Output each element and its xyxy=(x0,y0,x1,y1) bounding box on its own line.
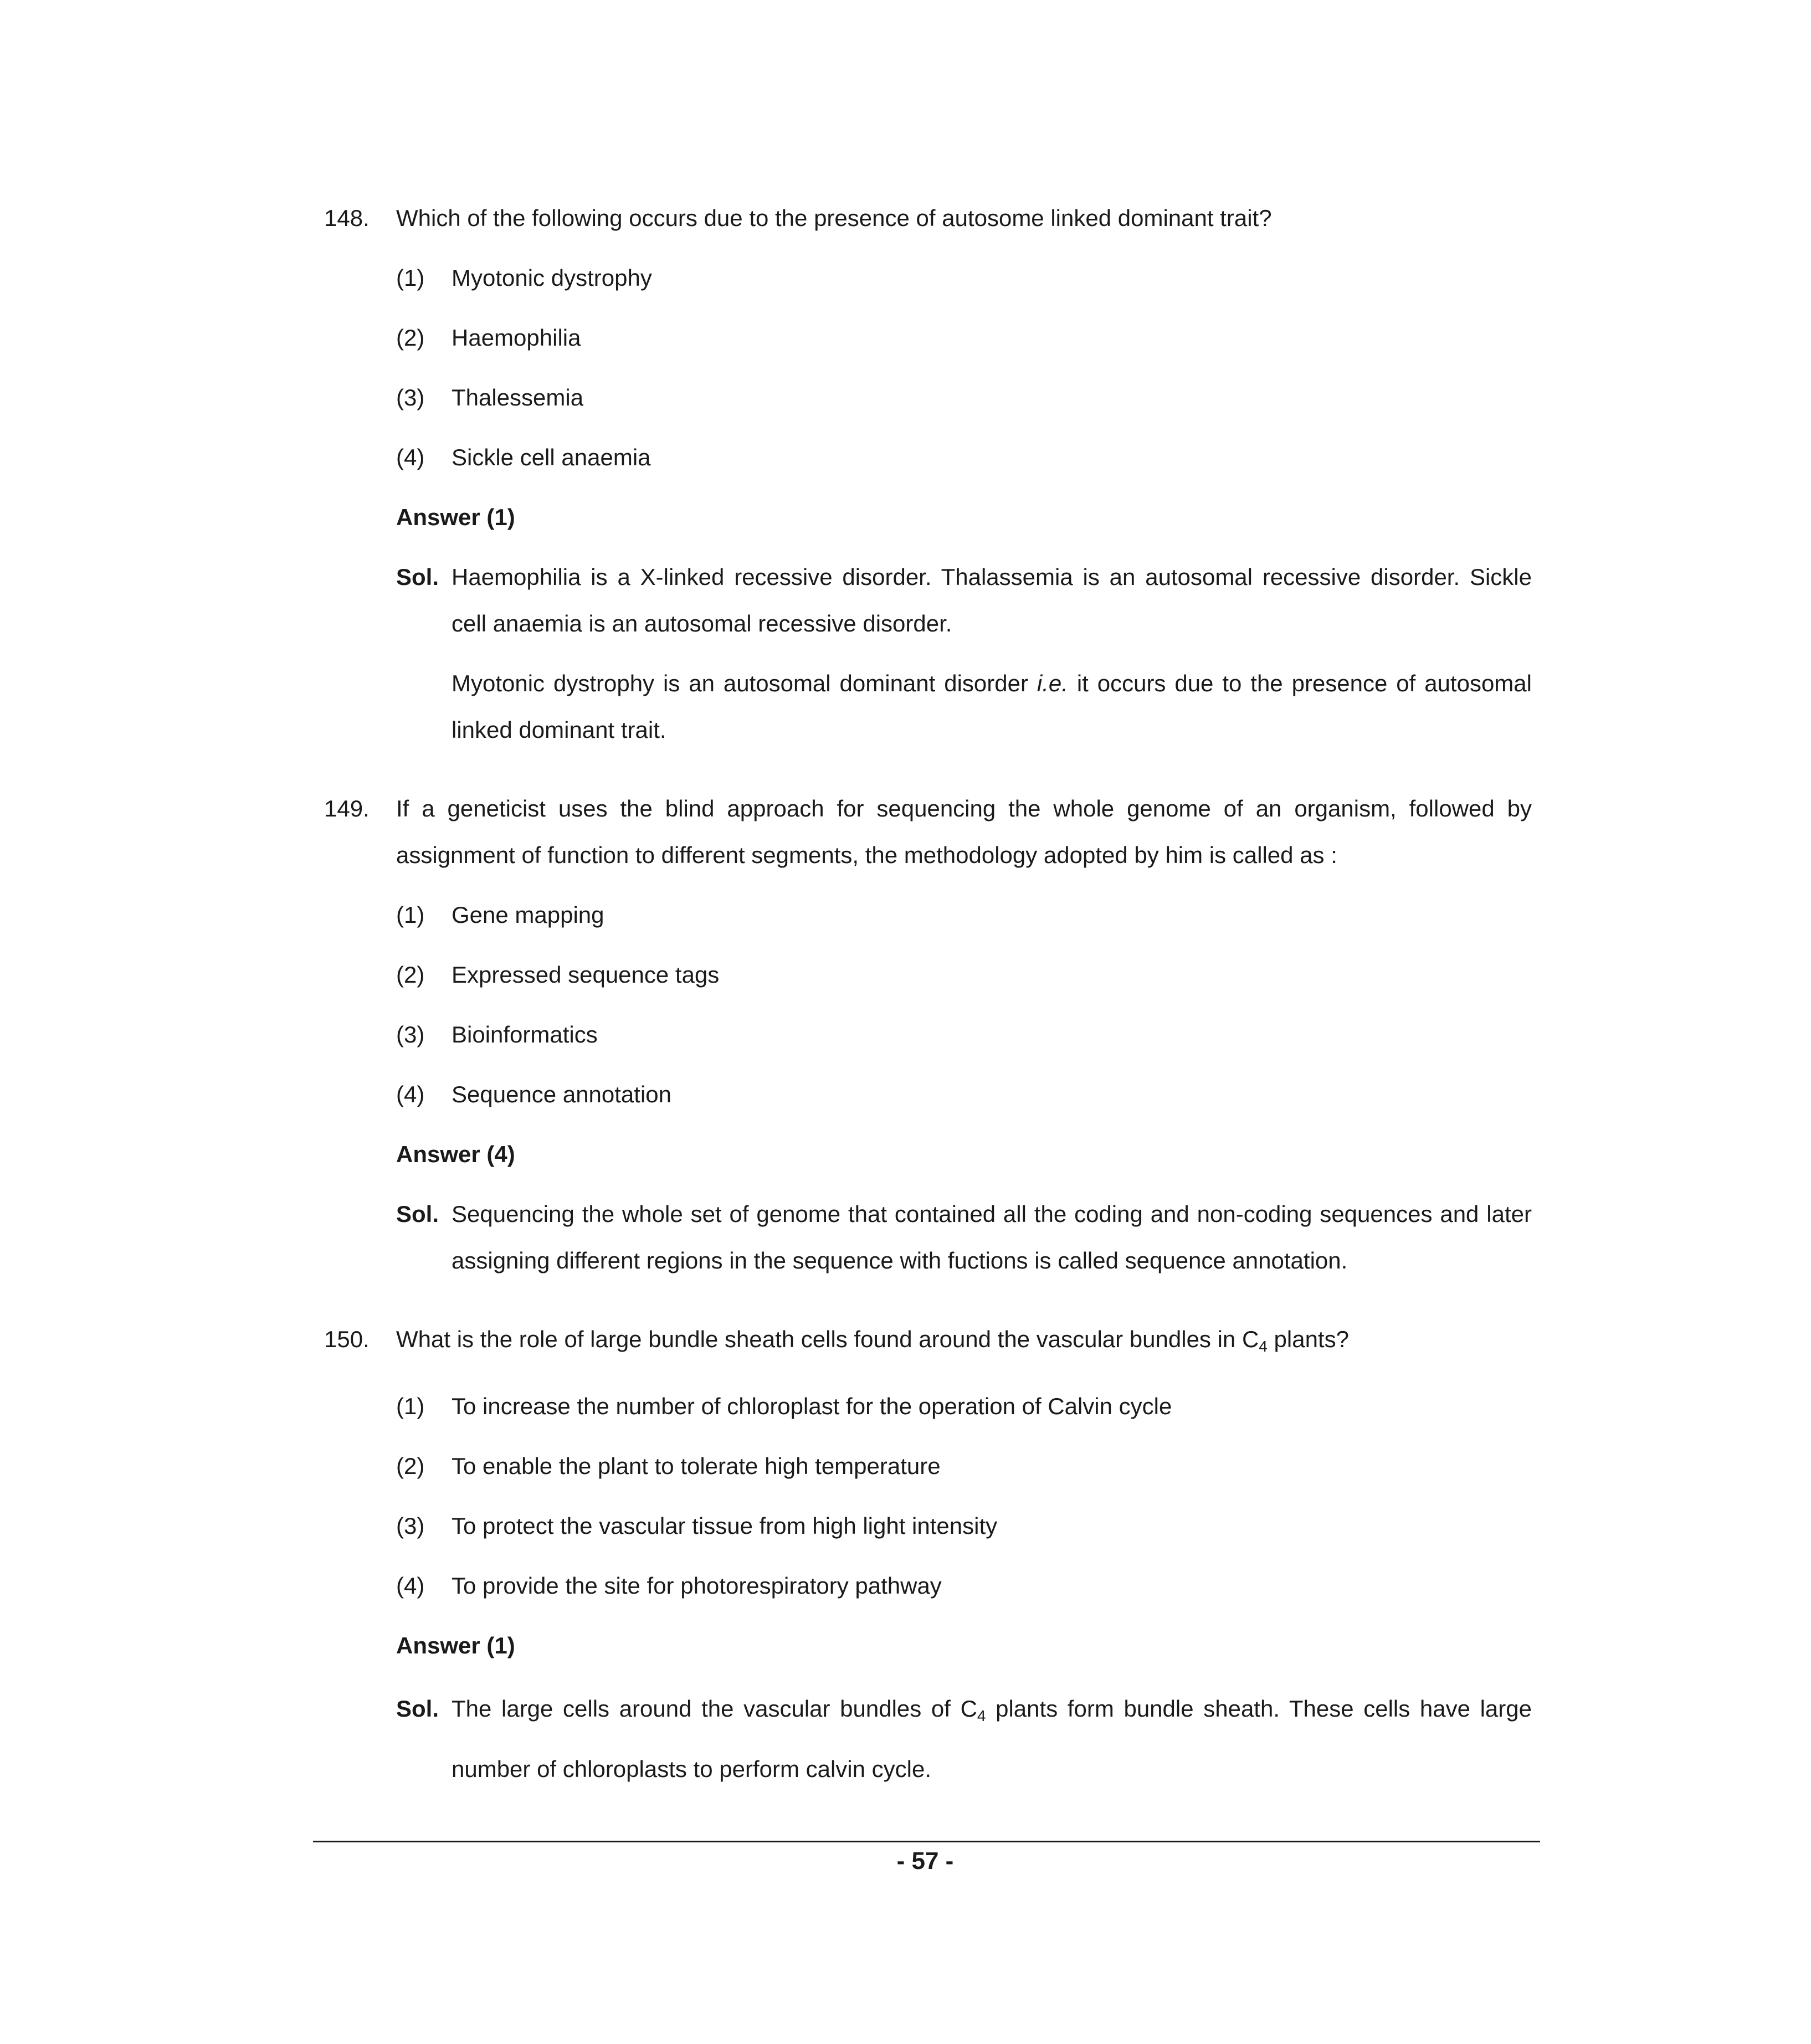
option-3 xyxy=(324,374,1532,421)
solution-text: Haemophilia is a X-linked recessive disorder. Thalassemia is an autosomal recessive disorder. Sickle cell anaemia is an autosomal recessive disorder. xyxy=(452,564,1532,636)
option-4 xyxy=(324,434,1532,481)
option-text: To protect the vascular tissue from high light intensity xyxy=(452,1513,998,1539)
option-text: Sequence annotation xyxy=(452,1081,672,1107)
solution xyxy=(324,554,1532,647)
option-2 xyxy=(324,1443,1532,1490)
solution xyxy=(324,1191,1532,1284)
solution-text-part: The large cells around the vascular bundles of C xyxy=(452,1696,977,1722)
question-148 xyxy=(324,195,1532,753)
option-number: (3) xyxy=(396,1513,425,1539)
solution-text-part: plants form bundle sheath. These cells have large number of chloroplasts to perform calvin cycle. xyxy=(452,1696,1532,1782)
option-text: To provide the site for photorespiratory pathway xyxy=(452,1573,942,1599)
subscript: 4 xyxy=(977,1707,986,1724)
question-text-part: plants? xyxy=(1267,1326,1349,1352)
question-text: If a geneticist uses the blind approach for sequencing the whole genome of an organism, followed by assignment of function to different segments, the methodology adopted by him is called as : xyxy=(396,795,1532,868)
solution-label: Sol. xyxy=(396,564,439,590)
option-text: Sickle cell anaemia xyxy=(452,444,651,470)
option-number: (4) xyxy=(396,444,425,470)
option-text: Myotonic dystrophy xyxy=(452,265,652,291)
subscript: 4 xyxy=(1259,1338,1268,1355)
option-number: (1) xyxy=(396,265,425,291)
option-number: (3) xyxy=(396,1021,425,1047)
footer-divider xyxy=(313,1841,1540,1842)
option-text: Expressed sequence tags xyxy=(452,962,720,988)
option-number: (4) xyxy=(396,1573,425,1599)
solution-text: Sequencing the whole set of genome that contained all the coding and non-coding sequences and later assigning different regions in the sequence with fuctions is called sequence annotation. xyxy=(452,1201,1532,1273)
option-1 xyxy=(324,892,1532,938)
option-number: (1) xyxy=(396,902,425,928)
option-2 xyxy=(324,952,1532,998)
question-number: 148. xyxy=(324,205,370,231)
option-text: Haemophilia xyxy=(452,325,581,351)
option-1 xyxy=(324,1383,1532,1430)
question-150 xyxy=(324,1316,1532,1796)
answer-label: Answer (1) xyxy=(396,1632,515,1658)
answer-label: Answer (4) xyxy=(396,1141,515,1167)
answer-label: Answer (1) xyxy=(396,504,515,530)
option-4 xyxy=(324,1563,1532,1609)
option-1 xyxy=(324,255,1532,301)
solution xyxy=(324,1682,1532,1796)
solution-paragraph-2 xyxy=(324,660,1532,753)
solution-label: Sol. xyxy=(396,1201,439,1227)
question-stem xyxy=(324,1316,1532,1370)
solution-text-italic: i.e. xyxy=(1037,670,1068,696)
option-number: (1) xyxy=(396,1393,425,1419)
solution-text-part: it occurs due to the presence of autosomal linked dominant trait. xyxy=(452,670,1532,743)
option-text: Thalessemia xyxy=(452,384,584,410)
question-text-part: What is the role of large bundle sheath cells found around the vascular bundles in C xyxy=(396,1326,1259,1352)
option-number: (2) xyxy=(396,325,425,351)
option-4 xyxy=(324,1071,1532,1118)
question-number: 150. xyxy=(324,1326,370,1352)
solution-label: Sol. xyxy=(396,1696,439,1722)
question-stem xyxy=(324,785,1532,879)
option-3 xyxy=(324,1011,1532,1058)
solution-text-part: Myotonic dystrophy is an autosomal dominant disorder xyxy=(452,670,1037,696)
option-text: Gene mapping xyxy=(452,902,604,928)
option-number: (2) xyxy=(396,1453,425,1479)
option-text: To increase the number of chloroplast for the operation of Calvin cycle xyxy=(452,1393,1172,1419)
option-text: To enable the plant to tolerate high temperature xyxy=(452,1453,941,1479)
option-text: Bioinformatics xyxy=(452,1021,598,1047)
option-number: (4) xyxy=(396,1081,425,1107)
question-text: Which of the following occurs due to the presence of autosome linked dominant trait? xyxy=(396,205,1272,231)
question-149 xyxy=(324,785,1532,1284)
option-number: (2) xyxy=(396,962,425,988)
option-2 xyxy=(324,315,1532,361)
question-stem xyxy=(324,195,1532,242)
question-number: 149. xyxy=(324,795,370,821)
page-number: - 57 - xyxy=(896,1847,954,1874)
question-text xyxy=(396,1316,1532,1370)
option-3 xyxy=(324,1503,1532,1549)
option-number: (3) xyxy=(396,384,425,410)
